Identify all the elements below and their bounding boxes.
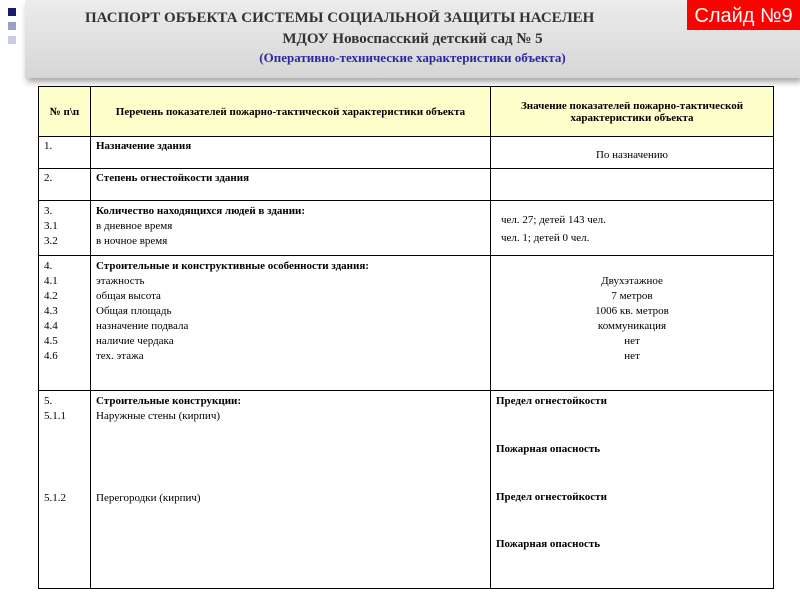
table-row <box>39 201 774 256</box>
row-num: 4.3 <box>44 305 58 317</box>
row-content <box>91 391 491 589</box>
row-value: Предел огнестойкости <box>496 395 607 407</box>
row-item: этажность <box>96 275 145 287</box>
row-values <box>491 201 774 256</box>
bullet-square-icon <box>8 8 16 16</box>
row-num: 1. <box>39 137 91 169</box>
bullet-square-icon <box>8 36 16 44</box>
slide-title: ПАСПОРТ ОБЪЕКТА СИСТЕМЫ СОЦИАЛЬНОЙ ЗАЩИТЫ НАСЕЛЕН <box>85 10 595 26</box>
row-item: Наружные стены (кирпич) <box>96 410 221 422</box>
row-values <box>491 256 774 391</box>
row-num: 5.1.1 <box>44 410 66 422</box>
row-nums <box>39 256 91 391</box>
row-num: 4.1 <box>44 275 58 287</box>
row-title: Строительные конструкции: <box>96 395 242 407</box>
row-value: Пожарная опасность <box>496 538 601 550</box>
row-value: 1006 кв. метров <box>595 305 669 317</box>
slide-number-badge: Слайд №9 <box>687 0 800 30</box>
row-title: Количество находящихся людей в здании: <box>96 205 306 217</box>
table-header-row <box>39 87 774 137</box>
row-nums <box>39 391 91 589</box>
row-value: нет <box>624 335 640 347</box>
table-row <box>39 391 774 589</box>
slide-bullet-decoration <box>8 8 16 64</box>
row-item: в ночное время <box>96 235 168 247</box>
row-value: нет <box>624 350 640 362</box>
table-row <box>39 256 774 391</box>
header-num: № п\п <box>39 87 91 137</box>
row-item: Перегородки (кирпич) <box>96 492 201 504</box>
row-item: наличие чердака <box>96 335 174 347</box>
row-title: Назначение здания <box>91 137 491 169</box>
header-indicator: Перечень показателей пожарно-тактической характеристики объекта <box>91 87 491 137</box>
row-item: назначение подвала <box>96 320 189 332</box>
row-num: 2. <box>39 169 91 201</box>
row-item: тех. этажа <box>96 350 144 362</box>
bullet-square-icon <box>8 22 16 30</box>
row-num: 4.5 <box>44 335 58 347</box>
row-item: в дневное время <box>96 220 173 232</box>
slide-caption: (Оперативно-технические характеристики объекта) <box>259 50 566 65</box>
row-content <box>91 256 491 391</box>
row-value: чел. 1; детей 0 чел. <box>501 232 590 244</box>
row-value: Пожарная опасность <box>496 443 601 455</box>
row-item: Общая площадь <box>96 305 172 317</box>
table-row <box>39 169 774 201</box>
row-item: общая высота <box>96 290 161 302</box>
row-num: 3.1 <box>44 220 58 232</box>
table-row <box>39 137 774 169</box>
row-value-empty <box>491 169 774 201</box>
row-value: коммуникация <box>597 320 667 332</box>
row-value-cell <box>491 137 774 169</box>
row-num: 5. <box>44 395 53 407</box>
row-value: чел. 27; детей 143 чел. <box>501 214 606 226</box>
passport-table <box>38 86 774 589</box>
row-values <box>491 391 774 589</box>
slide-subtitle: МДОУ Новоспасский детский сад № 5 <box>282 31 543 47</box>
row-title: Строительные и конструктивные особенности здания: <box>96 260 369 272</box>
slide-header <box>25 0 800 78</box>
row-num: 5.1.2 <box>44 492 66 504</box>
row-value: 7 метров <box>611 290 653 302</box>
header-value: Значение показателей пожарно-тактической характеристики объекта <box>491 87 774 137</box>
row-title: Степень огнестойкости здания <box>91 169 491 201</box>
row-num: 3.2 <box>44 235 58 247</box>
row-content <box>91 201 491 256</box>
row-nums <box>39 201 91 256</box>
row-value: Предел огнестойкости <box>496 491 607 503</box>
row-num: 3. <box>44 205 53 217</box>
row-num: 4.2 <box>44 290 58 302</box>
row-num: 4.4 <box>44 320 58 332</box>
row-value: По назначению <box>595 149 669 161</box>
row-value: Двухэтажное <box>601 275 663 287</box>
row-num: 4. <box>44 260 53 272</box>
row-num: 4.6 <box>44 350 58 362</box>
